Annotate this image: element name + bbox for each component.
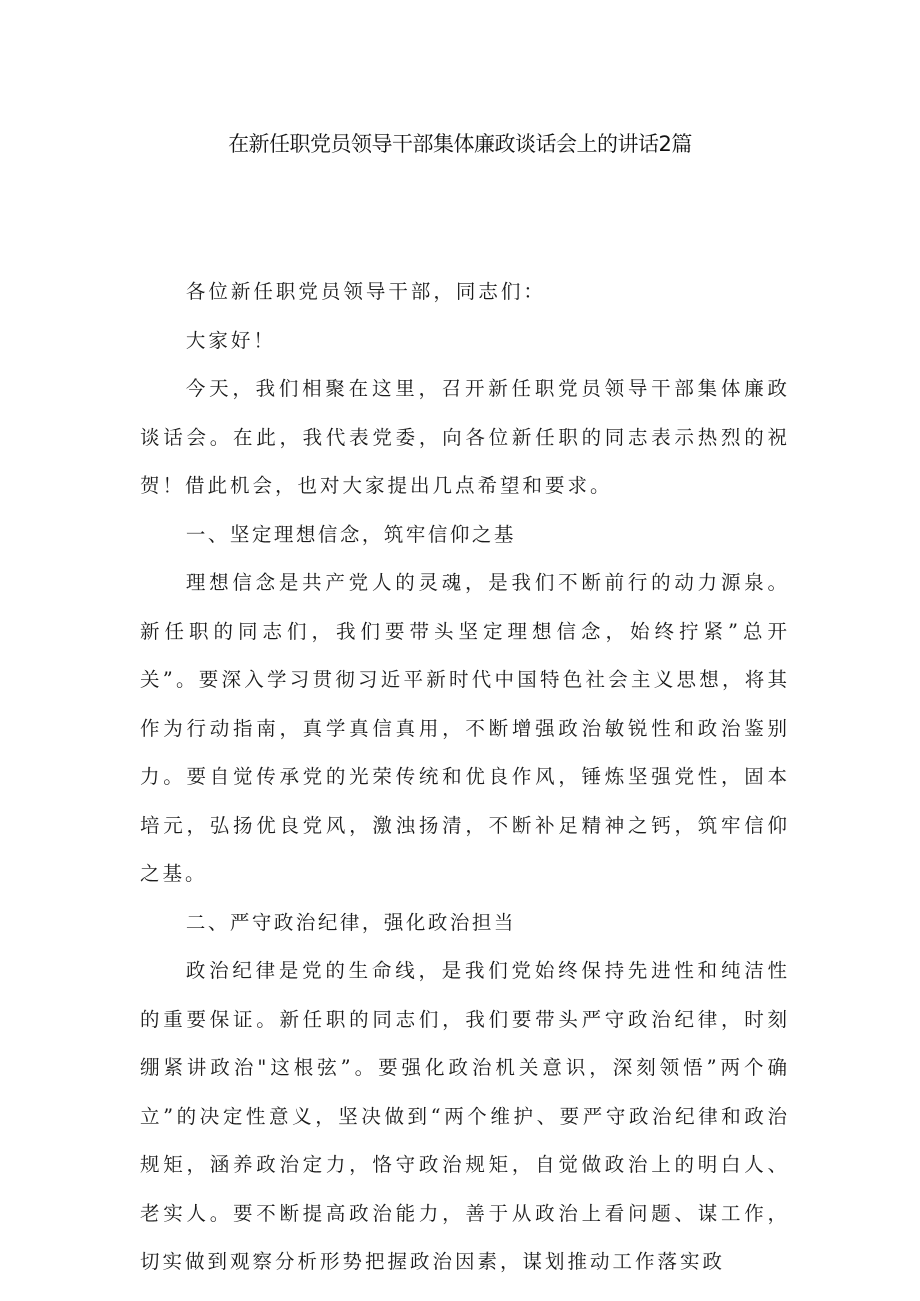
document-body bbox=[140, 268, 790, 1287]
paragraph-section-1: 理想信念是共产党人的灵魂，是我们不断前行的动力源泉。新任职的同志们，我们要带头坚定理想信念，始终拧紧”总开关”。要深入学习贯彻习近平新时代中国特色社会主义思想，将其作为行动指南，真学真信真用，不断增强政治敏锐性和政治鉴别力。要自觉传承党的光荣传统和优良作风，锤炼坚强党性，固本培元，弘扬优良党风，激浊扬清，不断补足精神之钙，筑牢信仰之基。 bbox=[140, 571, 790, 885]
section-heading-2: 二、严守政治纪律，强化政治担当 bbox=[185, 910, 516, 934]
section-heading-1: 一、坚定理想信念，筑牢信仰之基 bbox=[185, 522, 516, 546]
greeting: 大家好！ bbox=[185, 328, 276, 352]
paragraph-section-2: 政治纪律是党的生命线，是我们党始终保持先进性和纯洁性的重要保证。新任职的同志们，我们要带头严守政治纪律，时刻绷紧讲政治"这根弦”。要强化政治机关意识，深刻领悟”两个确立”的决定性意义，坚决做到“两个维护、要严守政治纪律和政治规矩，涵养政治定力，恪守政治规矩，自觉做政治上的明白人、老实人。要不断提高政治能力，善于从政治上看问题、谋工作，切实做到观察分析形势把握政治因素，谋划推动工作落实政 bbox=[140, 959, 790, 1273]
page-title: 在新任职党员领导干部集体廉政谈话会上的讲话2篇 bbox=[228, 132, 692, 156]
paragraph-intro: 今天，我们相聚在这里，召开新任职党员领导干部集体廉政谈话会。在此，我代表党委，向各位新任职的同志表示热烈的祝贺！借此机会，也对大家提出几点希望和要求。 bbox=[140, 377, 790, 497]
salutation: 各位新任职党员领导干部，同志们： bbox=[185, 280, 546, 303]
